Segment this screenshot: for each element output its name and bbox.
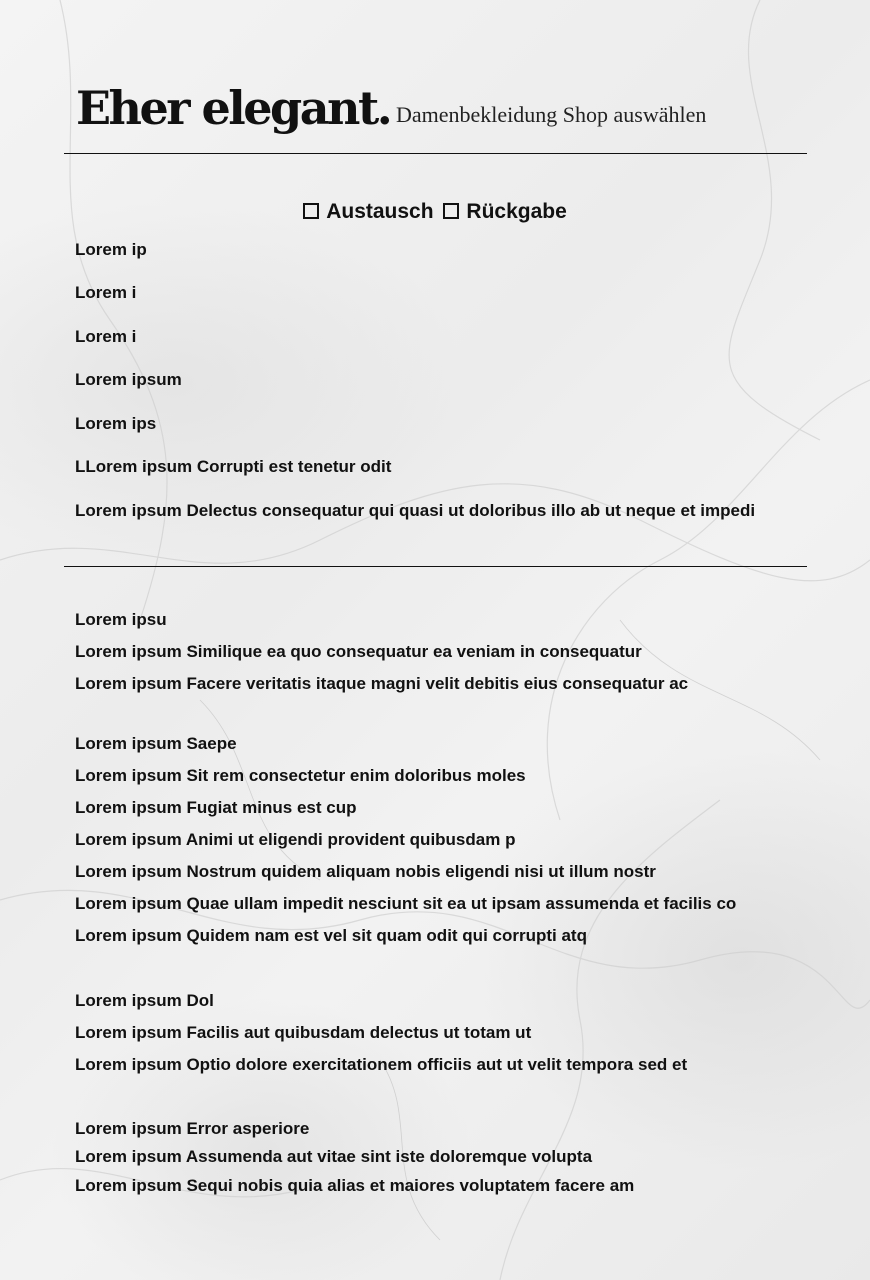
group-heading: Lorem ipsum Dol xyxy=(75,991,214,1010)
list-item: Lorem ipsum Facere veritatis itaque magni velit debitis eius consequatur ac xyxy=(75,674,689,693)
option-exchange[interactable] xyxy=(303,198,433,226)
return-options xyxy=(0,198,870,226)
brand-logo: Eher elegant. xyxy=(76,81,391,135)
list-item: Lorem ipsum Quae ullam impedit nesciunt sit ea ut ipsam assumenda et facilis co xyxy=(75,894,737,913)
list-item: Lorem ipsum Facilis aut quibusdam delectus ut totam ut xyxy=(75,1023,532,1042)
list-item: Lorem ipsum Optio dolore exercitationem officiis aut ut velit tempora sed et xyxy=(75,1055,688,1074)
header-divider xyxy=(64,153,807,154)
list-item: Lorem ipsum Quidem nam est vel sit quam odit qui corrupti atq xyxy=(75,926,587,945)
header xyxy=(76,80,816,136)
section-divider xyxy=(64,566,807,567)
option-return[interactable] xyxy=(443,198,566,226)
list-item: Lorem ipsum Similique ea quo consequatur ea veniam in consequatur xyxy=(75,642,642,661)
form-field: Lorem i xyxy=(75,283,137,302)
form-field: Lorem ipsum Delectus consequatur qui quasi ut doloribus illo ab ut neque et impedi xyxy=(75,501,756,520)
list-item: Lorem ipsum Nostrum quidem aliquam nobis eligendi nisi ut illum nostr xyxy=(75,862,656,881)
shop-tagline: Damenbekleidung Shop auswählen xyxy=(396,102,707,127)
list-item: Lorem ipsum Sequi nobis quia alias et maiores voluptatem facere am xyxy=(75,1176,635,1195)
form-field: Lorem ipsum xyxy=(75,370,182,389)
group-heading: Lorem ipsum Saepe xyxy=(75,734,237,753)
group-heading: Lorem ipsu xyxy=(75,610,167,629)
group-heading: Lorem ipsum Error asperiore xyxy=(75,1119,310,1138)
option-return-label: Rückgabe xyxy=(466,200,567,223)
form-field: Lorem ips xyxy=(75,414,157,433)
form-field: Lorem i xyxy=(75,327,137,346)
checkbox-icon[interactable] xyxy=(303,203,319,219)
checkbox-icon[interactable] xyxy=(443,203,459,219)
form-field: Lorem ip xyxy=(75,240,147,259)
list-item: Lorem ipsum Assumenda aut vitae sint iste doloremque volupta xyxy=(75,1147,593,1166)
list-item: Lorem ipsum Fugiat minus est cup xyxy=(75,798,357,817)
form-field: LLorem ipsum Corrupti est tenetur odit xyxy=(75,457,392,476)
list-item: Lorem ipsum Sit rem consectetur enim doloribus moles xyxy=(75,766,526,785)
option-exchange-label: Austausch xyxy=(326,200,434,223)
list-item: Lorem ipsum Animi ut eligendi provident quibusdam p xyxy=(75,830,516,849)
